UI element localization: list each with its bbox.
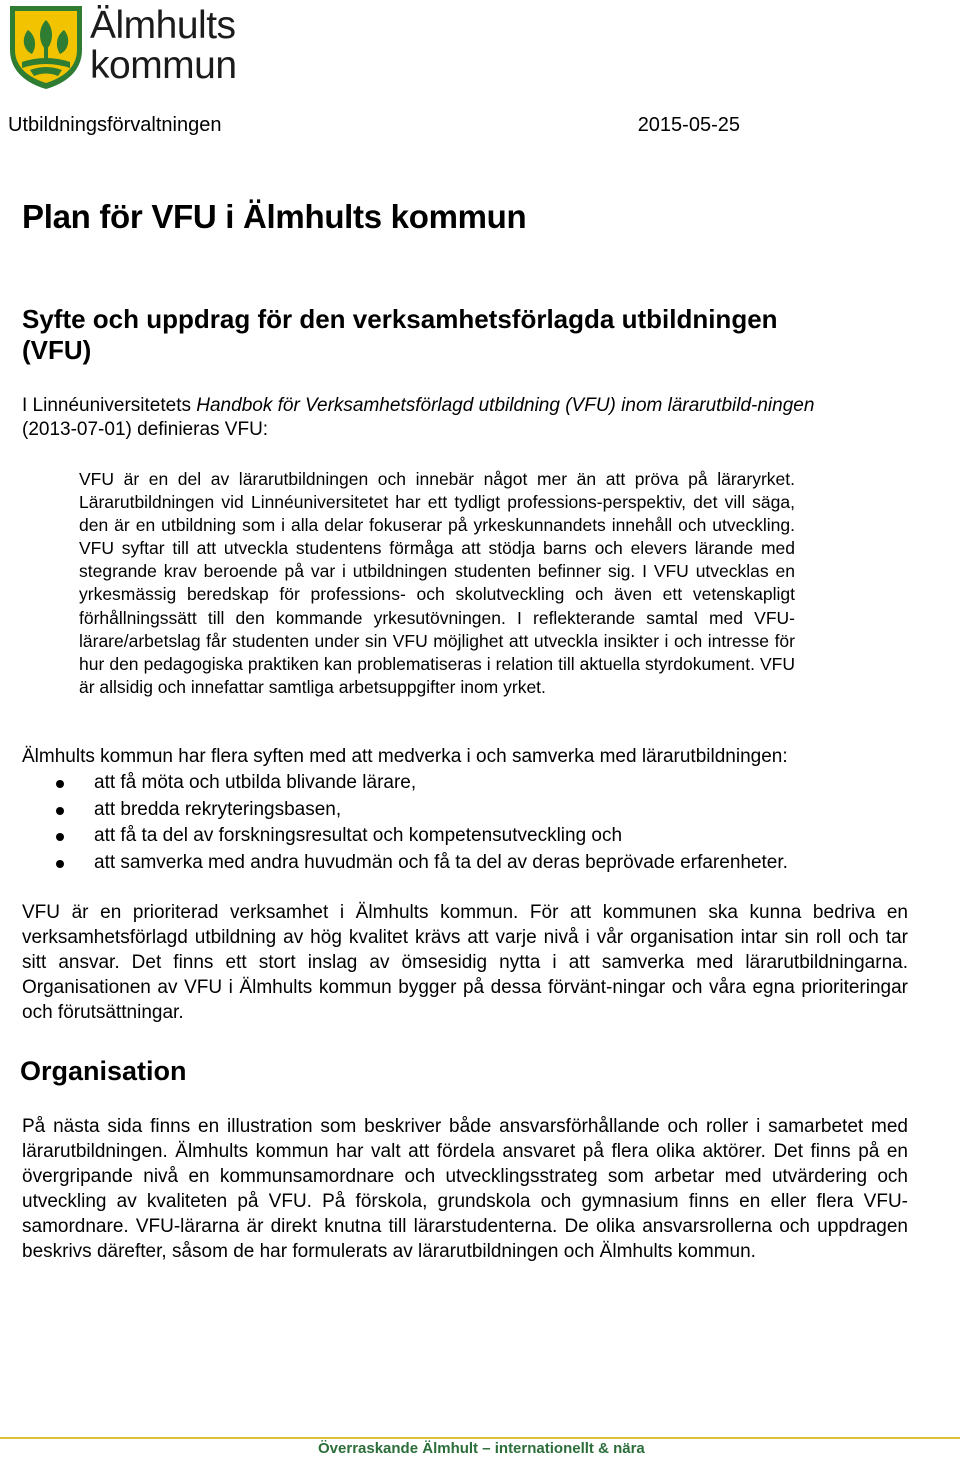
bullet-icon <box>56 780 64 788</box>
municipality-logo <box>8 4 237 90</box>
list-item-text: att samverka med andra huvudmän och få ta del av deras beprövade erfarenheter. <box>94 851 788 873</box>
list-item-text: att bredda rekryteringsbasen, <box>94 798 342 820</box>
logo-wordmark <box>90 6 237 86</box>
list-item <box>52 797 912 824</box>
purposes-list <box>52 770 912 876</box>
section-heading-purpose: Syfte och uppdrag för den verksamhetsförlagda utbildningen (VFU) <box>22 304 778 365</box>
organisation-paragraph: På nästa sida finns en illustration som beskriver både ansvarsförhållande och roller i samarbetet med lärarutbildningen. Älmhults kommun har valt att fördela ansvaret på flera olika aktörer. Det finns på en övergripande nivå en kommunsamordnare och utvecklingsstrateg som arbetar med utvärdering och utveckling av kvaliteten på VFU. På förskola, grundskola och gymnasium finns en eller flera VFU-samordnare. VFU-lärarna är direkt knutna till lärarstudenterna. De olika ansvarsrollerna och uppdragen beskrivs därefter, såsom de har formulerats av lärarutbildningen och Älmhults kommun. <box>22 1116 908 1262</box>
section-heading-organisation: Organisation <box>20 1056 187 1086</box>
intro-text-start: I Linnéuniversitetets <box>22 395 197 416</box>
list-item <box>52 823 912 850</box>
document-title: Plan för VFU i Älmhults kommun <box>22 198 527 235</box>
intro-paragraph <box>22 394 872 442</box>
footer-slogan: Överraskande Älmhult – internationellt & nära <box>318 1440 645 1457</box>
bullet-icon <box>56 807 64 815</box>
list-item-text: att få ta del av forskningsresultat och kompetensutveckling och <box>94 825 623 846</box>
footer-divider <box>0 1437 960 1439</box>
document-date: 2015-05-25 <box>637 114 740 136</box>
list-item <box>52 770 912 797</box>
coat-of-arms-icon <box>8 4 84 90</box>
document-header <box>8 114 740 137</box>
list-item-text: att få möta och utbilda blivande lärare, <box>94 772 417 793</box>
bullet-icon <box>56 860 64 868</box>
list-item <box>52 850 912 877</box>
handbook-title: Handbok för Verksamhetsförlagd utbildning (VFU) inom lärarutbild-ningen <box>196 395 815 416</box>
bullet-icon <box>56 833 64 841</box>
purposes-intro: Älmhults kommun har flera syften med att medverka i och samverka med lärarutbildningen: <box>22 746 788 767</box>
intro-text-end: (2013-07-01) definieras VFU: <box>22 419 269 440</box>
logo-line-1: Älmhults <box>90 4 236 47</box>
vfu-definition-quote: VFU är en del av lärarutbildningen och innebär något mer än att pröva på läraryrket. Lärarutbildningen vid Linnéuniversitetet har ett tydligt professions-perspektiv, det vill säga, den är en utbildning som i alla delar fokuserar på yrkeskunnandets innehåll och utveckling. VFU syftar till att utveckla studentens förmåga att stödja barns och elevers lärande med stegrande krav beroende på var i utbildningen studenten befinner sig. I VFU utvecklas en yrkesmässig beredskap för professions- och skolutveckling och även ett vetenskapligt förhållningssätt till den kommande yrkesutövningen. I reflekterande samtal med VFU-lärare/arbetslag får studenten under sin VFU möjlighet att utveckla insikter i och intresse för hur den pedagogiska praktiken kan problematiseras i relation till aktuella styrdokument. VFU är allsidig och innefattar samtliga arbetsuppgifter inom yrket. <box>79 469 795 697</box>
priority-paragraph: VFU är en prioriterad verksamhet i Älmhults kommun. För att kommunen ska kunna bedriva en verksamhetsförlagd utbildning av hög kvalitet krävs att varje nivå i vår organisation intar sin roll och tar sitt ansvar. Det finns ett stort inslag av ömsesidig nytta i att samverka med lärarutbildningarna. Organisationen av VFU i Älmhults kommun bygger på dessa förvänt-ningar och våra egna prioriteringar och förutsättningar. <box>22 902 908 1023</box>
logo-line-2: kommun <box>90 44 237 87</box>
department-name: Utbildningsförvaltningen <box>8 114 222 136</box>
